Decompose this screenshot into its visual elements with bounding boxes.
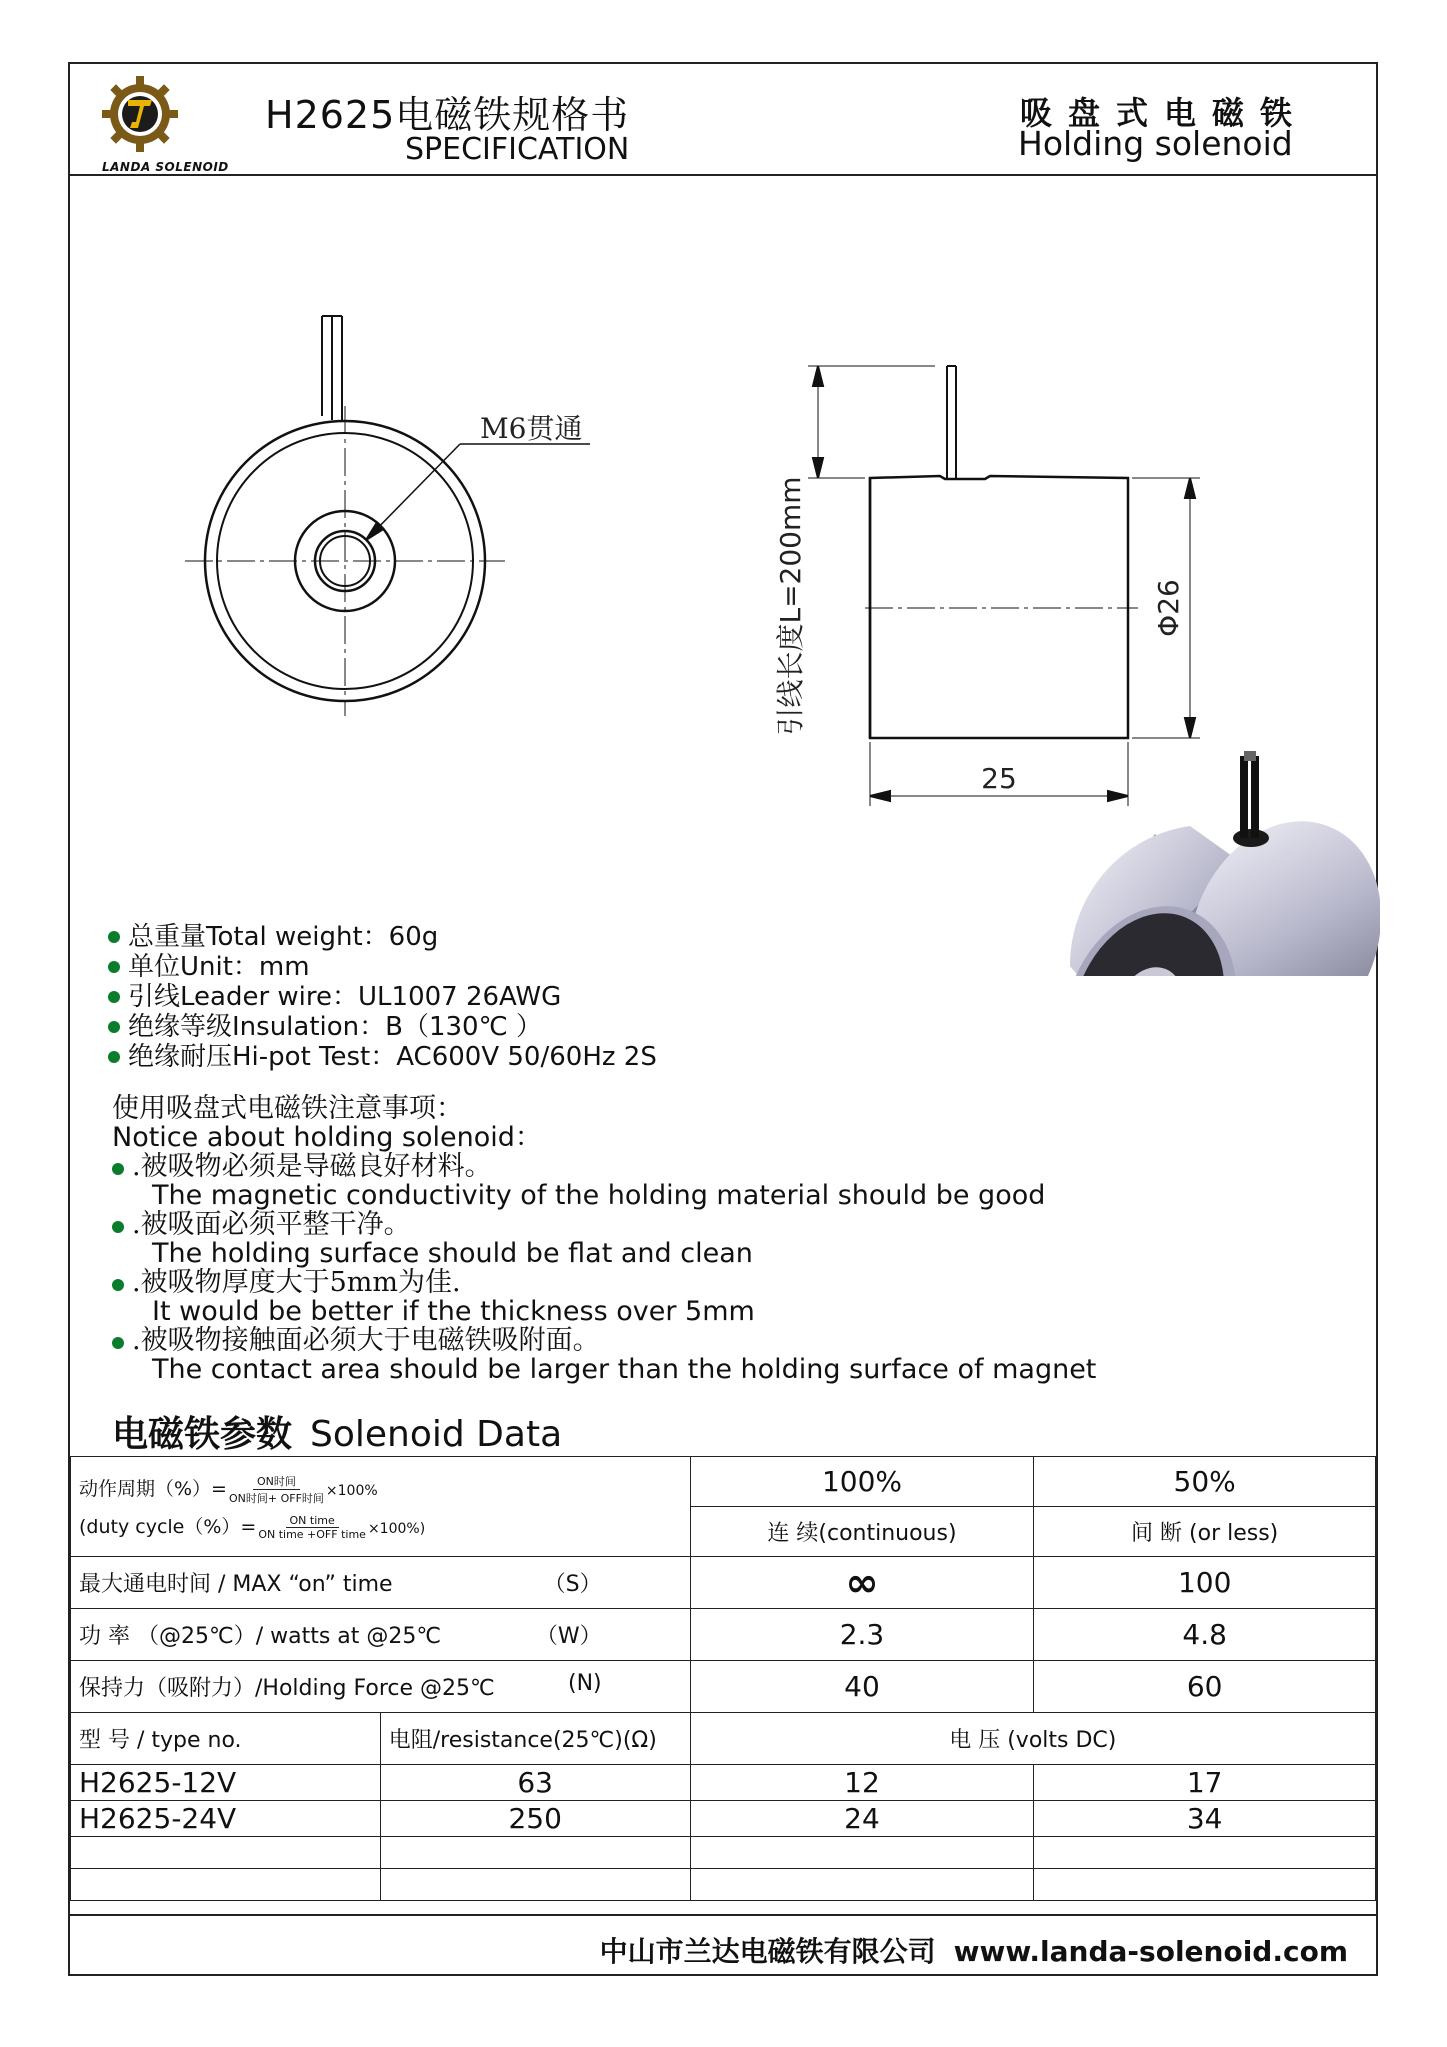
diameter-label: Φ26	[1152, 579, 1185, 637]
website-link[interactable]: www.landa-solenoid.com	[953, 1935, 1348, 1968]
model-voltage-100: 12	[690, 1765, 1034, 1801]
wire-length-label: 引线长度L=200mm	[774, 476, 807, 736]
solenoid-3d-render	[1034, 751, 1380, 976]
notice-item: .被吸面必须平整干净。	[112, 1210, 1096, 1239]
company-name: 中山市兰达电磁铁有限公司	[599, 1935, 936, 1968]
watts-label: 功 率 （@25℃）/ watts at @25℃ （W）	[71, 1609, 691, 1661]
footer-divider	[70, 1914, 1376, 1916]
gear-logo-icon	[100, 74, 180, 154]
header-100-percent: 100%	[690, 1457, 1034, 1507]
header-50-percent: 50%	[1034, 1457, 1376, 1507]
notice-item-en: The holding surface should be flat and clean	[152, 1238, 753, 1269]
duty-fraction-en: $\frac{\text{ON time}}{\text{ON time +OFF time}}$	[258, 1513, 366, 1541]
footer	[600, 1930, 1348, 1970]
document-title-en: SPECIFICATION	[405, 132, 630, 167]
length-label: 25	[981, 762, 1017, 795]
spec-insulation: 绝缘等级Insulation：B（130℃ ）	[108, 1012, 657, 1042]
spec-hipot: 绝缘耐压Hi-pot Test：AC600V 50/60Hz 2S	[108, 1042, 657, 1072]
header-continuous: 连 续(continuous)	[690, 1507, 1034, 1557]
model-voltage-50: 17	[1034, 1765, 1376, 1801]
model-resistance: 250	[380, 1801, 690, 1837]
watts-100: 2.3	[690, 1609, 1034, 1661]
max-on-100: ∞	[690, 1557, 1034, 1609]
bullet-icon	[112, 1221, 124, 1233]
bullet-icon	[112, 1337, 124, 1349]
notice-item: .被吸物接触面必须大于电磁铁吸附面。	[112, 1326, 1096, 1355]
notice-item: .被吸物厚度大于5mm为佳.	[112, 1268, 1096, 1297]
technical-drawing	[70, 176, 1380, 976]
duty-fraction-cn: $\frac{\text{ON时间}}{\text{ON时间+ OFF时间}}$	[228, 1474, 324, 1505]
empty-cell	[380, 1869, 690, 1901]
notice-title-en: Notice about holding solenoid：	[112, 1122, 542, 1153]
model-resistance: 63	[380, 1765, 690, 1801]
empty-cell	[1034, 1869, 1376, 1901]
document-title-cn: H2625电磁铁规格书	[265, 93, 630, 137]
side-view	[808, 366, 1200, 806]
spec-leader-wire: 引线Leader wire：UL1007 26AWG	[108, 982, 657, 1012]
spec-sheet	[68, 62, 1378, 1976]
notice-item: .被吸物必须是导磁良好材料。	[112, 1152, 1096, 1181]
company-logo	[100, 74, 240, 174]
logo-text: LANDA SOLENOID	[102, 160, 229, 174]
model-type: H2625-24V	[71, 1801, 381, 1837]
empty-cell	[690, 1869, 1034, 1901]
bullet-icon	[108, 991, 120, 1003]
force-100: 40	[690, 1661, 1034, 1713]
product-type-en: Holding solenoid	[1018, 124, 1293, 163]
max-on-time-label: 最大通电时间 / MAX “on” time （S）	[71, 1557, 691, 1609]
notice-item-en: The contact area should be larger than the holding surface of magnet	[152, 1354, 1097, 1385]
model-voltage-100: 24	[690, 1801, 1034, 1837]
solenoid-data-table	[70, 1456, 1376, 1901]
thread-label: M6贯通	[480, 412, 583, 445]
empty-cell	[71, 1869, 381, 1901]
watts-50: 4.8	[1034, 1609, 1376, 1661]
notice-item-en: It would be better if the thickness over 5mm	[152, 1296, 755, 1327]
bullet-icon	[112, 1279, 124, 1291]
bullet-icon	[108, 1021, 120, 1033]
type-header: 型 号 / type no.	[71, 1713, 381, 1765]
solenoid-data-title: 电磁铁参数 Solenoid Data	[112, 1414, 563, 1455]
product-type-cn: 吸盘式电磁铁	[1020, 94, 1309, 132]
spec-weight: 总重量Total weight：60g	[108, 922, 657, 952]
max-on-50: 100	[1034, 1557, 1376, 1609]
empty-cell	[1034, 1837, 1376, 1869]
holding-force-label: 保持力（吸附力）/Holding Force @25℃ (N)	[71, 1661, 691, 1713]
bullet-icon	[112, 1163, 124, 1175]
notice-item-en: The magnetic conductivity of the holding material should be good	[152, 1180, 1046, 1211]
header-less: 间 断 (or less)	[1034, 1507, 1376, 1557]
spec-list	[108, 922, 657, 1072]
duty-cycle-cell: 动作周期（%）= $\frac{\text{ON时间}}{\text{ON时间+ OFF时间}}$ ×100% (duty cycle（%）= $\frac{\text{ON time}}{\text{ON time +OFF time}}$ ×100%)	[71, 1457, 691, 1557]
bullet-icon	[108, 931, 120, 943]
bullet-icon	[108, 961, 120, 973]
model-voltage-50: 34	[1034, 1801, 1376, 1837]
empty-cell	[690, 1837, 1034, 1869]
force-50: 60	[1034, 1661, 1376, 1713]
bullet-icon	[108, 1051, 120, 1063]
model-type: H2625-12V	[71, 1765, 381, 1801]
empty-cell	[380, 1837, 690, 1869]
notice-section	[112, 1094, 1096, 1384]
notice-title-cn: 使用吸盘式电磁铁注意事项：	[112, 1093, 463, 1124]
resistance-header: 电阻/resistance(25℃)(Ω)	[380, 1713, 690, 1765]
front-view	[185, 316, 590, 716]
spec-unit: 单位Unit：mm	[108, 952, 657, 982]
voltage-header: 电 压 (volts DC)	[690, 1713, 1375, 1765]
empty-cell	[71, 1837, 381, 1869]
